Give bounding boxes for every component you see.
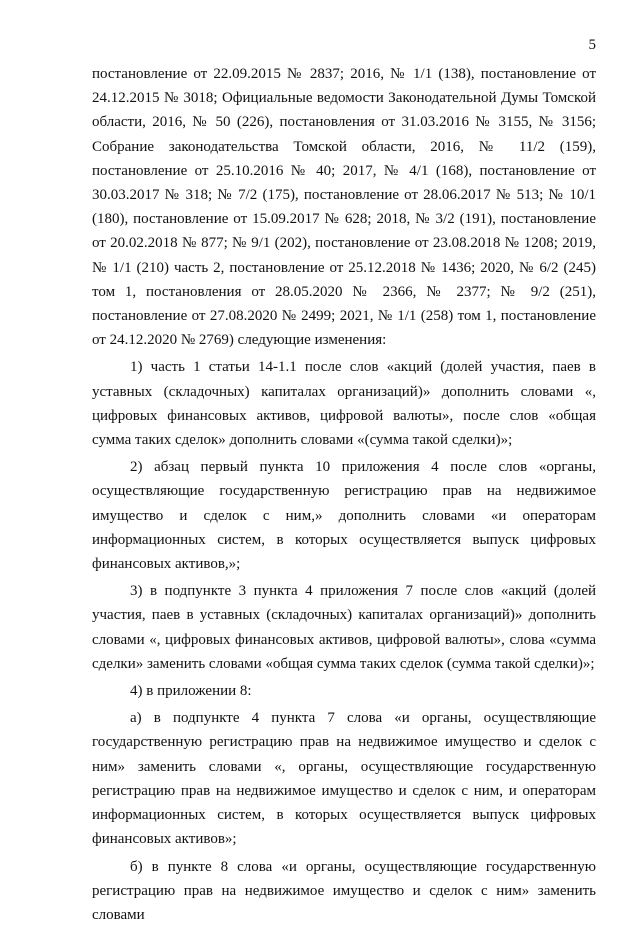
amendment-item-3: 3) в подпункте 3 пункта 4 приложения 7 после слов «акций (долей участия, паев в уставных (складочных) капиталах организаций)» дополнить словами «, цифровых финансовых активов, цифровой валюты», слова «сумма сделки» заменить словами «общая сумма таких сделок (сумма такой сделки)»; — [92, 579, 596, 676]
document-body — [92, 62, 596, 927]
amendment-item-4b: б) в пункте 8 слова «и органы, осуществляющие государственную регистрацию прав на недвижимое имущество и сделок с ним» заменить словами — [92, 855, 596, 927]
intro-paragraph: постановление от 22.09.2015 № 2837; 2016, № 1/1 (138), постановление от 24.12.2015 № 3018; Официальные ведомости Законодательной Думы Томской области, 2016, № 50 (226), постановления от 31.03.2016 № 3155, № 3156; Собрание законодательства Томской области, 2016, № 11/2 (159), постановление от 25.10.2016 № 40; 2017, № 4/1 (168), постановление от 30.03.2017 № 318; № 7/2 (175), постановление от 28.06.2017 № 513; № 10/1 (180), постановление от 15.09.2017 № 628; 2018, № 3/2 (191), постановление от 20.02.2018 № 877; № 9/1 (202), постановление от 23.08.2018 № 1208; 2019, № 1/1 (210) часть 2, постановление от 25.12.2018 № 1436; 2020, № 6/2 (245) том 1, постановления от 28.05.2020 № 2366, № 2377; № 9/2 (251), постановление от 27.08.2020 № 2499; 2021, № 1/1 (258) том 1, постановление от 24.12.2020 № 2769) следующие изменения: — [92, 62, 596, 352]
amendment-item-2: 2) абзац первый пункта 10 приложения 4 после слов «органы, осуществляющие государственную регистрацию прав на недвижимое имущество и сделок с ним,» дополнить словами «и операторам информационных систем, в которых осуществляется выпуск цифровых финансовых активов,»; — [92, 455, 596, 576]
amendment-item-1: 1) часть 1 статьи 14-1.1 после слов «акций (долей участия, паев в уставных (складочных) капиталах организаций)» дополнить словами «, цифровых финансовых активов, цифровой валюты», после слов «общая сумма таких сделок» дополнить словами «(сумма такой сделки)»; — [92, 355, 596, 452]
page-number: 5 — [589, 36, 597, 54]
amendment-item-4a: а) в подпункте 4 пункта 7 слова «и органы, осуществляющие государственную регистрацию прав на недвижимое имущество и сделок с ним» заменить словами «, органы, осуществляющие государственную регистрацию прав на недвижимое имущество и сделок с ним, и операторам информационных систем, в которых осуществляется выпуск цифровых финансовых активов»; — [92, 706, 596, 851]
amendment-item-4: 4) в приложении 8: — [92, 679, 596, 703]
